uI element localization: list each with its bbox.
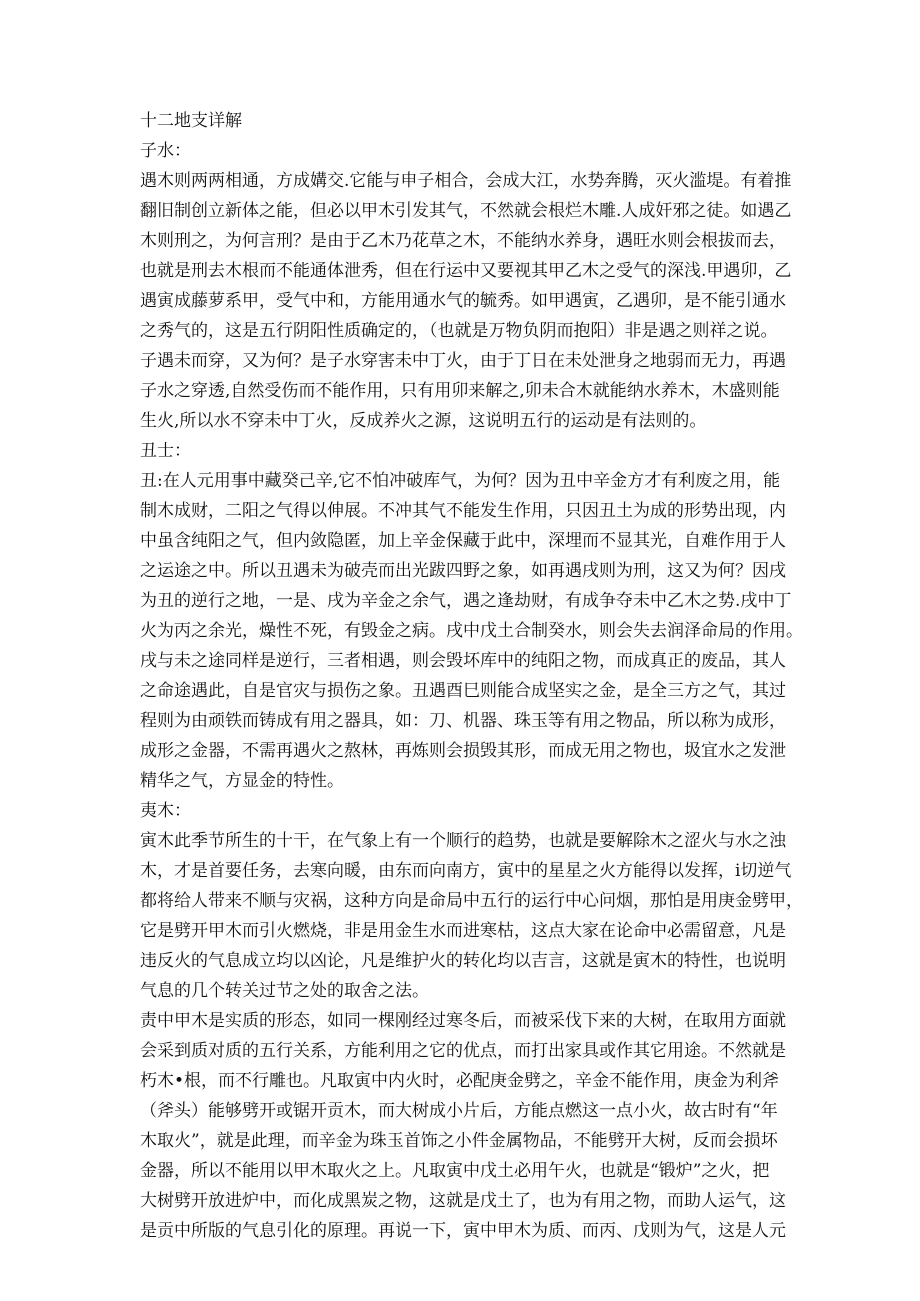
paragraph-line: 都将给人带来不顺与灾祸，这种方向是命局中五行的运行中心问烟，那怕是用庚金劈甲， (140, 891, 803, 911)
paragraph-line: 程则为由顽铁而铸成有用之器具，如：刀、机器、珠玉等有用之物品，所以称为成形， (140, 711, 786, 731)
section-heading: 丑士： (140, 441, 191, 461)
paragraph-line: 遇木则两两相通，方成媾交.它能与申子相合，会成大江，水势奔腾，灭火滥堤。有着推 (140, 171, 792, 191)
paragraph-line: 金器，所以不能用以甲木取火之上。凡取寅中戊土必用午火，也就是“锻炉”之火，把 (140, 1161, 770, 1181)
paragraph-line: 违反火的气息成立均以凶论，凡是维护火的转化均以吉言，这就是寅木的特性，也说明 (140, 951, 786, 971)
paragraph-line: 之命途遇此，自是官灾与损伤之象。丑遇酉巳则能合成坚实之金，是全三方之气，其过 (140, 681, 786, 701)
paragraph-line: 木，才是首要任务，去寒向暖，由东而向南方，寅中的星星之火方能得以发挥，i切逆气 (140, 861, 792, 881)
paragraph-line: 翻旧制创立新体之能，但必以甲木引发其气，不然就会根烂木雕.人成奸邪之徒。如遇乙 (140, 201, 792, 221)
paragraph-line: 气息的几个转关过节之处的取舍之法。 (140, 981, 429, 1001)
paragraph-line: 之运途之中。所以丑遇未为破壳而出光跋四野之象，如再遇戌则为刑，这又为何？因戌 (140, 561, 786, 581)
paragraph-line: 大树劈开放进炉中，而化成黑炭之物，这就是戊土了，也为有用之物，而助人运气，这 (140, 1191, 786, 1211)
paragraph-line: 遇寅成藤萝系甲，受气中和，方能用通水气的毓秀。如甲遇寅，乙遇卯，是不能引通水 (140, 291, 786, 311)
paragraph-line: 子水之穿透,自然受伤而不能作用，只有用卯来解之,卯未合木就能纳水养木，木盛则能 (140, 381, 780, 401)
paragraph-line: 成形之金器，不需再遇火之熬林，再炼则会损毁其形，而成无用之物也，圾宜水之发泄 (140, 741, 786, 761)
paragraph-line: 丑:在人元用事中藏癸己辛,它不怕冲破库气，为何？因为丑中辛金方才有利废之用，能 (140, 471, 781, 491)
paragraph-line: 生火,所以水不穿未中丁火，反成养火之源，这说明五行的运动是有法则的。 (140, 411, 707, 431)
section-heading: 子水： (140, 141, 191, 161)
document-page (140, 106, 803, 1246)
paragraph-line: 它是劈开甲木而引火燃烧，非是用金生水而进寒枯，这点大家在论命中必需留意，凡是 (140, 921, 786, 941)
paragraph-line: 是贡中所版的气息引化的原理。再说一下，寅中甲木为质、而丙、戊则为气，这是人元 (140, 1221, 786, 1241)
paragraph-line: （斧头）能够劈开或锯开贡木，而大树成小片后，方能点燃这一点小火，故古时有“年 (140, 1101, 778, 1121)
paragraph-line: 寅木此季节所生的十干，在气象上有一个顺行的趋势，也就是要解除木之涩火与水之浊 (140, 831, 786, 851)
paragraph-line: 中虽含纯阳之气，但内敛隐匿，加上辛金保藏于此中，深埋而不显其光，自难作用于人 (140, 531, 786, 551)
paragraph-line: 为丑的逆行之地，一是、戌为辛金之余气，遇之逢劫财，有成争夺未中乙木之势.戌中丁 (140, 591, 792, 611)
paragraph-line: 制木成财，二阳之气得以伸展。不冲其气不能发生作用，只因丑土为成的形势出现，内 (140, 501, 786, 521)
paragraph-line: 也就是刑去木根而不能通体泄秀，但在行运中又要视其甲乙木之受气的深浅.甲遇卯，乙 (140, 261, 792, 281)
document-title: 十二地支详解 (140, 111, 242, 131)
paragraph-line: 朽木•根，而不行雕也。凡取寅中内火时，必配庚金劈之，辛金不能作用，庚金为利斧 (140, 1071, 780, 1091)
section-heading: 夷木： (140, 801, 191, 821)
document-body (140, 136, 803, 1246)
paragraph-line: 木取火”，就是此理，而辛金为珠玉首饰之小件金属物品，不能劈开大树，反而会损坏 (140, 1131, 778, 1151)
paragraph-line: 会采到质对质的五行关系，方能利用之它的优点，而打出家具或作其它用途。不然就是 (140, 1041, 786, 1061)
paragraph-line: 戌与未之途同样是逆行，三者相遇，则会毁坏库中的纯阳之物，而成真正的废品，其人 (140, 651, 786, 671)
paragraph-line: 子遇未而穿，又为何？是子水穿害未中丁火，由于丁日在未处泄身之地弱而无力，再遇 (140, 351, 786, 371)
paragraph-line: 责中甲木是实质的形态，如同一棵刚经过寒冬后，而被采伐下来的大树，在取用方面就 (140, 1011, 786, 1031)
paragraph-line: 精华之气，方显金的特性。 (140, 771, 344, 791)
paragraph-line: 火为丙之余光，燥性不死，有毁金之病。戌中戊土合制癸水，则会失去润泽命局的作用。 (140, 621, 803, 641)
paragraph-line: 木则刑之，为何言刑？是由于乙木乃花草之木，不能纳水养身，遇旺水则会根拔而去， (140, 231, 786, 251)
paragraph-line: 之秀气的，这是五行阴阳性质确定的，（也就是万物负阴而抱阳）非是遇之则祥之说。 (140, 321, 778, 341)
